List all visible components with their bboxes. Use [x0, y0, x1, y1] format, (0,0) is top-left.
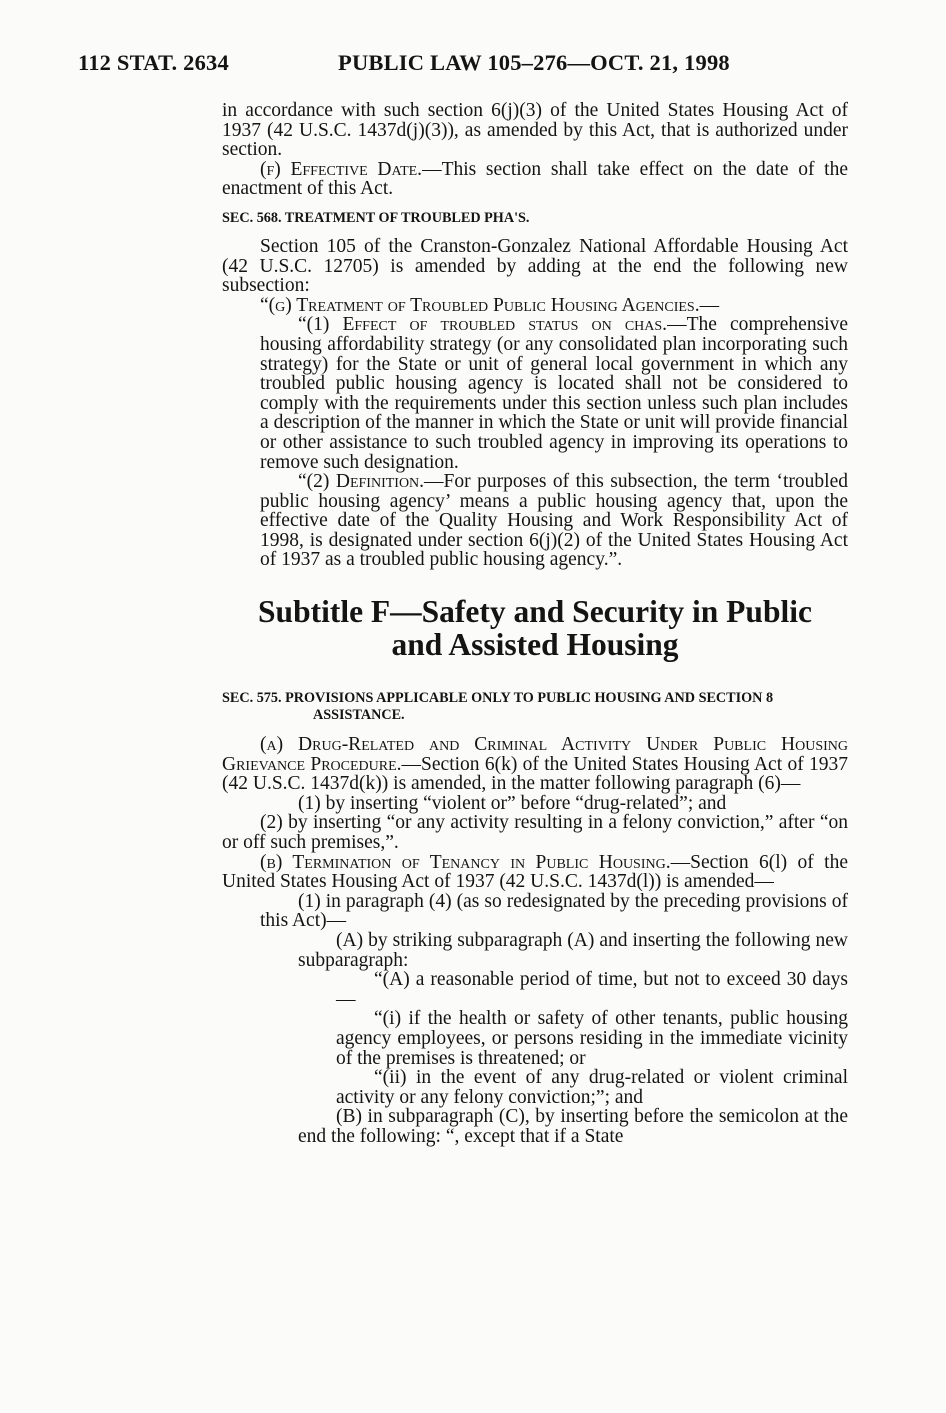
document-body: [222, 101, 848, 1147]
clause-ii: “(ii) in the event of any drug-related or violent criminal activity or any felony conviction;”; and: [336, 1067, 848, 1108]
paragraph-g1-text: —The comprehensive housing affordability strategy (or any consolidated plan incorporating such strategy) for the State or unit of general local government in which any troubled public housing agency is located shall not be considered to comply with the requirements under this section unless such plan includes a description of the manner in which the State or unit will provide financial or other assistance to such troubled agency in improving its operations to remove such designation.: [260, 314, 849, 473]
subsection-b: [222, 853, 848, 892]
paragraph-a2: (2) by inserting “or any activity resulting in a felony conviction,” after “on or off such premises,”.: [222, 812, 848, 854]
paragraph-g1: [222, 315, 848, 472]
subsection-a: [222, 735, 848, 794]
subparagraph-bA: (A) by striking subparagraph (A) and inserting the following new subparagraph:: [298, 930, 848, 971]
subtitle-line-2: and Assisted Housing: [391, 627, 679, 663]
continued-paragraph: in accordance with such section 6(j)(3) of the United States Housing Act of 1937 (42 U.S.C. 1437d(j)(3)), as amended by this Act, that is authorized under section.: [222, 100, 848, 161]
law-reference: PUBLIC LAW 105–276—OCT. 21, 1998: [338, 50, 730, 75]
subtitle-line-1: Subtitle F—Safety and Security in Public: [258, 594, 812, 630]
paragraph-a1: (1) by inserting “violent or” before “drug-related”; and: [298, 792, 727, 814]
subsection-g-heading: [222, 296, 848, 316]
subtitle-heading: [222, 595, 848, 661]
subsection-b-text: —Section 6(l) of the United States Housing Act of 1937 (42 U.S.C. 1437d(l)) is amended—: [222, 851, 848, 893]
section-568-heading: SEC. 568. TREATMENT OF TROUBLED PHA'S.: [222, 209, 530, 226]
subsection-a-label: (a) Drug-Related and Criminal Activity Under Public Housing Grievance Procedure.: [222, 734, 848, 775]
subsection-f-label: (f) Effective Date.: [260, 158, 423, 180]
subsection-b-label: (b) Termination of Tenancy in Public Housing.: [260, 851, 671, 873]
paragraph-g2-text: —For purposes of this subsection, the term ‘troubled public housing agency’ means a public housing agency that, upon the effective date of the Quality Housing and Work Responsibility Act of 1998, is designated under section 6(j)(2) of the United States Housing Act of 1937 as a troubled public housing agency.”.: [260, 471, 848, 571]
section-575-heading: SEC. 575. PROVISIONS APPLICABLE ONLY TO PUBLIC HOUSING AND SECTION 8 ASSISTANCE.: [222, 690, 774, 724]
page-reference: 112 STAT. 2634: [78, 50, 229, 75]
paragraph-g2-label: “(2) Definition.: [298, 471, 425, 493]
subsection-g-label: “(g) Treatment of Troubled Public Housing Agencies.—: [260, 294, 720, 316]
subparagraph-bB: (B) in subparagraph (C), by inserting before the semicolon at the end the following: “, except that if a State: [298, 1106, 848, 1147]
paragraph-g2: [222, 472, 848, 570]
subsection-a-text: —Section 6(k) of the United States Housing Act of 1937 (42 U.S.C. 1437d(k)) is amended, in the matter following paragraph (6)—: [222, 753, 849, 795]
paragraph-b1: (1) in paragraph (4) (as so redesignated by the preceding provisions of this Act)—: [260, 890, 848, 932]
paragraph-g1-label: “(1) Effect of troubled status on chas.: [298, 314, 668, 336]
subsection-f: [222, 160, 848, 199]
clause-i: “(i) if the health or safety of other tenants, public housing agency employees, or persons residing in the immediate vicinity of the premises is threatened; or: [336, 1008, 848, 1069]
quoted-subparagraph-A: “(A) a reasonable period of time, but not to exceed 30 days—: [336, 969, 848, 1010]
section-568-intro: Section 105 of the Cranston-Gonzalez National Affordable Housing Act (42 U.S.C. 12705) is amended by adding at the end the following new subsection:: [222, 235, 848, 297]
subsection-f-text: —This section shall take effect on the date of the enactment of this Act.: [222, 158, 848, 200]
